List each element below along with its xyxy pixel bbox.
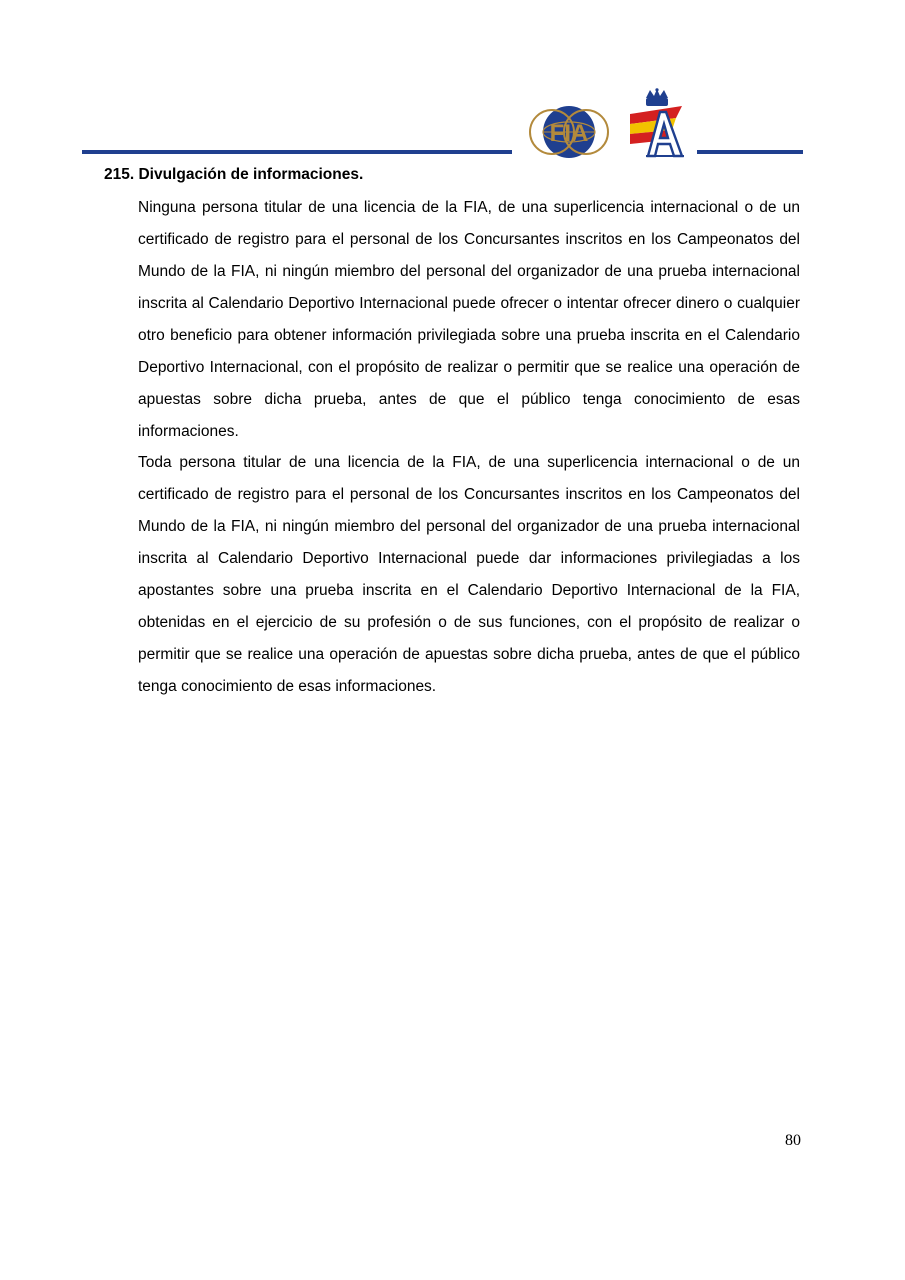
- article-paragraph-2: Toda persona titular de una licencia de la FIA, de una superlicencia internacional o de un certificado de registro para el personal de los Concursantes inscritos en los Campeonatos del Mundo de la FIA, ni ningún miembro del personal del organizador de una prueba internacional inscrita al Calendario Deportivo Internacional puede dar informaciones privilegiadas a los apostantes sobre una prueba inscrita en el Calendario Deportivo Internacional de la FIA, obtenidas en el ejercicio de su profesión o de sus funciones, con el propósito de realizar o permitir que se realice una operación de apuestas sobre dicha prueba, antes de que el público tenga conocimiento de esas informaciones.: [138, 454, 800, 695]
- header-rule-right: [697, 150, 803, 154]
- article-paragraph-1: Ninguna persona titular de una licencia de la FIA, de una superlicencia internacional o de un certificado de registro para el personal de los Concursantes inscritos en los Campeonatos del Mundo de la FIA, ni ningún miembro del personal del organizador de una prueba internacional inscrita al Calendario Deportivo Internacional puede ofrecer o intentar ofrecer dinero o cualquier otro beneficio para obtener información privilegiada sobre una prueba inscrita en el Calendario Deportivo Internacional, con el propósito de realizar o permitir que se realice una operación de apuestas sobre dicha prueba, antes de que el público tenga conocimiento de esas informaciones.: [138, 199, 800, 440]
- fia-globe-logo-icon: [528, 104, 610, 160]
- header-rule-left: [82, 150, 512, 154]
- article-heading: 215. Divulgación de informaciones.: [104, 166, 364, 183]
- fia-logo-text: FIA: [549, 120, 589, 147]
- page-number: 80: [785, 1132, 801, 1149]
- rfeda-crown-flag-logo-icon: [624, 88, 690, 158]
